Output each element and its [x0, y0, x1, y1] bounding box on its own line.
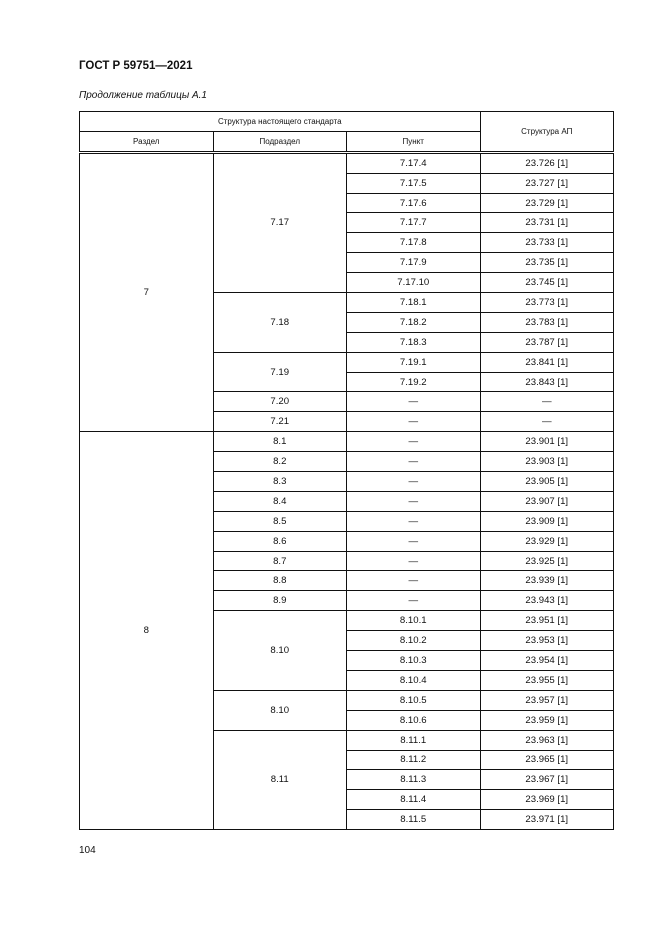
punkt-cell: 7.19.2	[347, 372, 481, 392]
punkt-cell: 8.11.1	[347, 730, 481, 750]
punkt-cell: 7.18.2	[347, 312, 481, 332]
punkt-cell: 7.19.1	[347, 352, 481, 372]
punkt-cell: —	[347, 452, 481, 472]
ap-cell: 23.901 [1]	[480, 432, 614, 452]
ap-cell: 23.929 [1]	[480, 531, 614, 551]
razdel-cell: 8	[80, 432, 214, 830]
podrazdel-cell: 8.10	[213, 690, 347, 730]
podrazdel-cell: 8.2	[213, 452, 347, 472]
ap-cell: 23.729 [1]	[480, 193, 614, 213]
ap-cell: 23.727 [1]	[480, 173, 614, 193]
podrazdel-cell: 8.3	[213, 472, 347, 492]
table-body	[80, 152, 614, 829]
podrazdel-cell: 8.5	[213, 511, 347, 531]
punkt-cell: 7.18.1	[347, 293, 481, 313]
document-id: ГОСТ Р 59751—2021	[79, 60, 193, 72]
ap-cell: 23.925 [1]	[480, 551, 614, 571]
punkt-cell: —	[347, 591, 481, 611]
punkt-cell: —	[347, 571, 481, 591]
podrazdel-cell: 8.11	[213, 730, 347, 829]
correspondence-table	[79, 111, 614, 830]
ap-cell: —	[480, 392, 614, 412]
ap-cell: 23.905 [1]	[480, 472, 614, 492]
header-podrazdel: Подраздел	[213, 131, 347, 152]
table-row	[80, 152, 614, 173]
header-standard-structure: Структура настоящего стандарта	[80, 112, 481, 132]
ap-cell: 23.967 [1]	[480, 770, 614, 790]
ap-cell: 23.909 [1]	[480, 511, 614, 531]
header-punkt: Пункт	[347, 131, 481, 152]
ap-cell: 23.787 [1]	[480, 332, 614, 352]
podrazdel-cell: 8.6	[213, 531, 347, 551]
punkt-cell: 8.10.1	[347, 611, 481, 631]
punkt-cell: 7.17.7	[347, 213, 481, 233]
punkt-cell: 8.10.4	[347, 670, 481, 690]
ap-cell: —	[480, 412, 614, 432]
ap-cell: 23.959 [1]	[480, 710, 614, 730]
punkt-cell: —	[347, 472, 481, 492]
punkt-cell: —	[347, 432, 481, 452]
ap-cell: 23.957 [1]	[480, 690, 614, 710]
ap-cell: 23.939 [1]	[480, 571, 614, 591]
header-ap-structure: Структура АП	[480, 112, 614, 153]
ap-cell: 23.955 [1]	[480, 670, 614, 690]
ap-cell: 23.783 [1]	[480, 312, 614, 332]
ap-cell: 23.971 [1]	[480, 810, 614, 830]
punkt-cell: 8.11.3	[347, 770, 481, 790]
ap-cell: 23.953 [1]	[480, 631, 614, 651]
ap-cell: 23.907 [1]	[480, 491, 614, 511]
podrazdel-cell: 7.19	[213, 352, 347, 392]
podrazdel-cell: 8.1	[213, 432, 347, 452]
ap-cell: 23.733 [1]	[480, 233, 614, 253]
ap-cell: 23.773 [1]	[480, 293, 614, 313]
punkt-cell: 8.11.2	[347, 750, 481, 770]
table-caption: Продолжение таблицы А.1	[79, 90, 207, 101]
podrazdel-cell: 7.18	[213, 293, 347, 353]
punkt-cell: 7.17.6	[347, 193, 481, 213]
ap-cell: 23.954 [1]	[480, 651, 614, 671]
table-row	[80, 432, 614, 452]
punkt-cell: 8.10.5	[347, 690, 481, 710]
podrazdel-cell: 8.9	[213, 591, 347, 611]
punkt-cell: 7.17.5	[347, 173, 481, 193]
punkt-cell: —	[347, 392, 481, 412]
header-razdel: Раздел	[80, 131, 214, 152]
punkt-cell: —	[347, 412, 481, 432]
podrazdel-cell: 7.20	[213, 392, 347, 412]
ap-cell: 23.745 [1]	[480, 273, 614, 293]
podrazdel-cell: 7.17	[213, 152, 347, 292]
punkt-cell: 8.11.4	[347, 790, 481, 810]
podrazdel-cell: 8.4	[213, 491, 347, 511]
punkt-cell: —	[347, 511, 481, 531]
punkt-cell: —	[347, 531, 481, 551]
podrazdel-cell: 7.21	[213, 412, 347, 432]
ap-cell: 23.943 [1]	[480, 591, 614, 611]
punkt-cell: 7.17.8	[347, 233, 481, 253]
punkt-cell: 7.17.10	[347, 273, 481, 293]
ap-cell: 23.969 [1]	[480, 790, 614, 810]
ap-cell: 23.843 [1]	[480, 372, 614, 392]
punkt-cell: 8.11.5	[347, 810, 481, 830]
page-number: 104	[79, 845, 96, 856]
punkt-cell: —	[347, 491, 481, 511]
ap-cell: 23.731 [1]	[480, 213, 614, 233]
punkt-cell: 8.10.3	[347, 651, 481, 671]
ap-cell: 23.726 [1]	[480, 152, 614, 173]
ap-cell: 23.841 [1]	[480, 352, 614, 372]
podrazdel-cell: 8.10	[213, 611, 347, 691]
podrazdel-cell: 8.7	[213, 551, 347, 571]
ap-cell: 23.903 [1]	[480, 452, 614, 472]
punkt-cell: 7.17.9	[347, 253, 481, 273]
ap-cell: 23.951 [1]	[480, 611, 614, 631]
podrazdel-cell: 8.8	[213, 571, 347, 591]
razdel-cell: 7	[80, 152, 214, 431]
punkt-cell: 7.18.3	[347, 332, 481, 352]
punkt-cell: 8.10.2	[347, 631, 481, 651]
ap-cell: 23.963 [1]	[480, 730, 614, 750]
punkt-cell: 8.10.6	[347, 710, 481, 730]
punkt-cell: 7.17.4	[347, 152, 481, 173]
ap-cell: 23.965 [1]	[480, 750, 614, 770]
punkt-cell: —	[347, 551, 481, 571]
ap-cell: 23.735 [1]	[480, 253, 614, 273]
